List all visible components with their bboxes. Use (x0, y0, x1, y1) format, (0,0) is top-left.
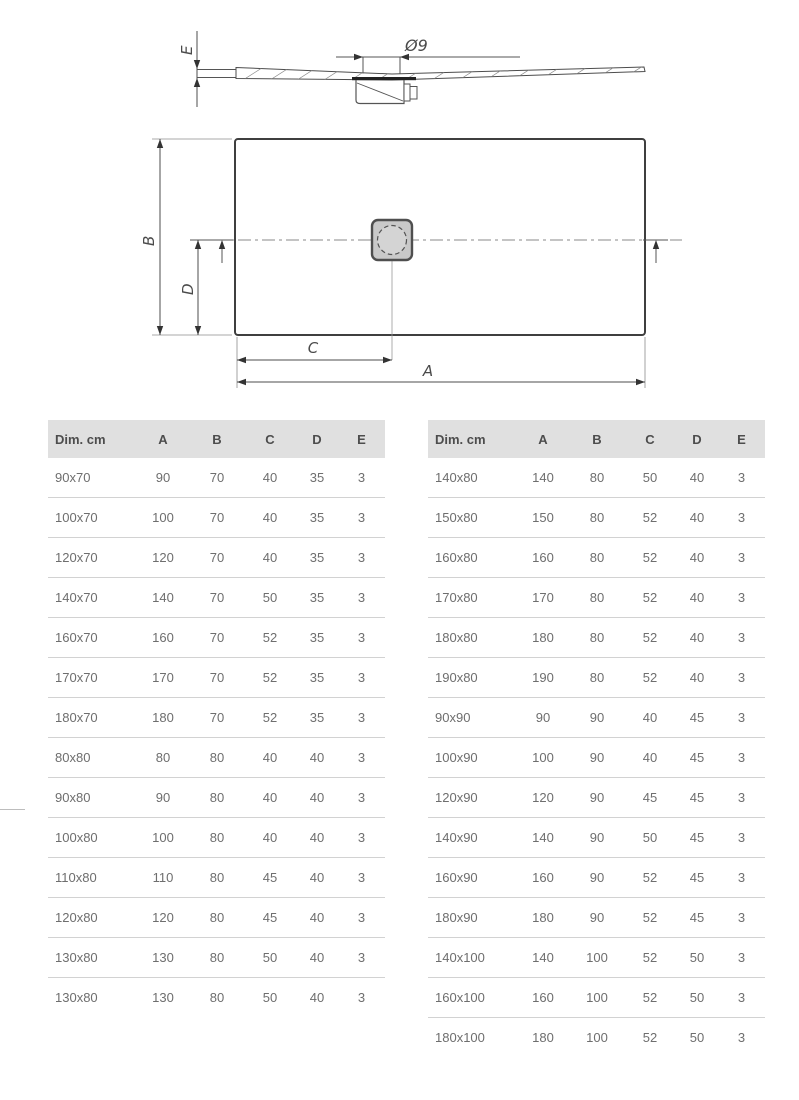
col-header-a: A (136, 420, 190, 458)
arrow-up-icon (195, 240, 201, 249)
dim-cell: 120x70 (48, 538, 136, 578)
col-header-d: D (296, 420, 338, 458)
value-cell: 50 (244, 978, 296, 1018)
value-cell: 50 (642, 470, 658, 485)
table-row (48, 778, 385, 818)
value-cell: 40 (689, 470, 705, 485)
value-cell: 3 (718, 778, 765, 818)
value-cell: 40 (676, 658, 718, 698)
dim-label-d: D (179, 283, 197, 295)
value-cell: 3 (338, 498, 385, 538)
col-header-dim: Dim. cm (48, 420, 136, 458)
col-header-c: C (624, 420, 676, 458)
table-row (48, 818, 385, 858)
arrow-right-icon (354, 54, 363, 60)
value-cell: 45 (244, 898, 296, 938)
table-row (48, 458, 385, 498)
value-cell: 3 (338, 778, 385, 818)
value-cell: 52 (624, 1018, 676, 1058)
value-cell: 40 (296, 938, 338, 978)
value-cell: 40 (624, 698, 676, 738)
dim-cell: 100x80 (48, 818, 136, 858)
tray-profile (236, 67, 645, 80)
dim-cell: 170x70 (48, 658, 136, 698)
dimension-tables (48, 420, 765, 1057)
value-cell: 3 (718, 578, 765, 618)
value-cell: 50 (244, 578, 296, 618)
value-cell: 40 (676, 578, 718, 618)
value-cell: 3 (338, 738, 385, 778)
value-cell: 3 (718, 498, 765, 538)
table-row (428, 738, 765, 778)
value-cell: 90 (570, 858, 624, 898)
dim-cell: 180x100 (428, 1018, 516, 1058)
value-cell: 35 (309, 470, 325, 485)
value-cell: 80 (190, 898, 244, 938)
dim-cell: 90x70 (55, 470, 91, 485)
value-cell: 120 (136, 898, 190, 938)
value-cell: 3 (338, 938, 385, 978)
value-cell: 52 (624, 658, 676, 698)
value-cell: 80 (570, 658, 624, 698)
dim-cell: 160x90 (428, 858, 516, 898)
arrow-right-icon (383, 357, 392, 363)
value-cell: 80 (589, 470, 605, 485)
dim-cell: 90x90 (428, 698, 516, 738)
arrow-up-icon (194, 78, 200, 87)
value-cell: 45 (244, 858, 296, 898)
value-cell: 180 (516, 618, 570, 658)
value-cell: 52 (624, 498, 676, 538)
value-cell: 52 (624, 938, 676, 978)
table-row (48, 578, 385, 618)
drain-trap-diagonal (357, 83, 403, 101)
value-cell: 50 (244, 938, 296, 978)
value-cell: 160 (516, 538, 570, 578)
value-cell: 90 (516, 698, 570, 738)
value-cell: 100 (570, 1018, 624, 1058)
value-cell: 52 (624, 538, 676, 578)
value-cell: 45 (676, 698, 718, 738)
value-cell: 80 (190, 858, 244, 898)
value-cell: 45 (676, 778, 718, 818)
col-header-b: B (190, 420, 244, 458)
table-row (428, 618, 765, 658)
dimensions-table-left (48, 420, 385, 1017)
col-header-a: A (516, 420, 570, 458)
arrow-up-icon (653, 240, 659, 249)
value-cell: 52 (624, 618, 676, 658)
value-cell: 45 (676, 858, 718, 898)
side-view (178, 31, 645, 107)
value-cell: 52 (624, 578, 676, 618)
arrow-down-icon (157, 326, 163, 335)
value-cell: 35 (296, 538, 338, 578)
value-cell: 3 (338, 578, 385, 618)
value-cell: 160 (516, 978, 570, 1018)
value-cell: 160 (516, 858, 570, 898)
dim-cell: 160x80 (428, 538, 516, 578)
value-cell: 40 (676, 498, 718, 538)
arrow-left-icon (237, 357, 246, 363)
dim-cell: 100x70 (48, 498, 136, 538)
table-header-row (48, 420, 385, 458)
value-cell: 3 (338, 698, 385, 738)
value-cell: 50 (624, 818, 676, 858)
dim-cell: 120x90 (428, 778, 516, 818)
arrow-left-icon (237, 379, 246, 385)
dim-cell: 120x80 (48, 898, 136, 938)
value-cell: 170 (516, 578, 570, 618)
dimensions-table-right (428, 420, 765, 1057)
table-row (48, 738, 385, 778)
value-cell: 100 (570, 938, 624, 978)
value-cell: 3 (718, 698, 765, 738)
value-cell: 35 (296, 658, 338, 698)
dim-cell: 180x90 (428, 898, 516, 938)
value-cell: 3 (718, 1018, 765, 1058)
dim-label-b: B (140, 235, 158, 246)
value-cell: 80 (570, 538, 624, 578)
value-cell: 52 (244, 698, 296, 738)
table-row (48, 938, 385, 978)
dim-cell: 110x80 (48, 858, 136, 898)
value-cell: 180 (136, 698, 190, 738)
value-cell: 50 (676, 938, 718, 978)
value-cell: 3 (718, 618, 765, 658)
table-header-row (428, 420, 765, 458)
value-cell: 3 (737, 470, 746, 485)
table-row (428, 1018, 765, 1058)
dim-cell: 140x80 (435, 470, 478, 485)
value-cell: 120 (516, 778, 570, 818)
value-cell: 100 (136, 818, 190, 858)
dim-cell: 190x80 (428, 658, 516, 698)
value-cell: 3 (718, 898, 765, 938)
value-cell: 40 (296, 978, 338, 1018)
table-row (428, 898, 765, 938)
dim-label-e: E (178, 45, 196, 55)
value-cell: 80 (190, 818, 244, 858)
value-cell: 90 (136, 778, 190, 818)
arrow-down-icon (194, 60, 200, 69)
drain-circle (378, 226, 407, 255)
value-cell: 70 (190, 698, 244, 738)
value-cell: 3 (357, 470, 366, 485)
value-cell: 90 (155, 470, 171, 485)
value-cell: 3 (338, 618, 385, 658)
dim-cell: 160x100 (428, 978, 516, 1018)
value-cell: 150 (516, 498, 570, 538)
value-cell: 100 (136, 498, 190, 538)
table-row (48, 618, 385, 658)
value-cell: 35 (296, 618, 338, 658)
value-cell: 50 (676, 978, 718, 1018)
value-cell: 100 (516, 738, 570, 778)
value-cell: 3 (338, 818, 385, 858)
dim-cell: 140x100 (428, 938, 516, 978)
value-cell: 3 (718, 818, 765, 858)
value-cell: 40 (296, 738, 338, 778)
arrow-right-icon (636, 379, 645, 385)
dim-cell: 80x80 (48, 738, 136, 778)
value-cell: 80 (570, 618, 624, 658)
value-cell: 80 (190, 938, 244, 978)
value-cell: 3 (338, 538, 385, 578)
col-header-d: D (676, 420, 718, 458)
value-cell: 140 (516, 818, 570, 858)
value-cell: 160 (136, 618, 190, 658)
table-row (428, 938, 765, 978)
dim-cell: 180x80 (428, 618, 516, 658)
value-cell: 180 (516, 1018, 570, 1058)
table-row (48, 858, 385, 898)
dim-cell: 170x80 (428, 578, 516, 618)
value-cell: 52 (624, 978, 676, 1018)
value-cell: 35 (296, 578, 338, 618)
value-cell: 40 (244, 738, 296, 778)
value-cell: 40 (296, 858, 338, 898)
table-row (428, 658, 765, 698)
table-row (428, 778, 765, 818)
dim-cell: 160x70 (48, 618, 136, 658)
value-cell: 45 (624, 778, 676, 818)
dim-label-diameter: Ø9 (405, 36, 428, 55)
value-cell: 80 (570, 498, 624, 538)
value-cell: 40 (296, 898, 338, 938)
value-cell: 110 (136, 858, 190, 898)
arrow-up-icon (157, 139, 163, 148)
tray-outline (235, 139, 645, 335)
value-cell: 3 (718, 738, 765, 778)
col-header-e: E (718, 420, 765, 458)
value-cell: 45 (676, 898, 718, 938)
arrow-down-icon (195, 326, 201, 335)
value-cell: 80 (190, 778, 244, 818)
value-cell: 90 (570, 778, 624, 818)
value-cell: 180 (516, 898, 570, 938)
dim-cell: 130x80 (48, 938, 136, 978)
table-row (48, 498, 385, 538)
value-cell: 90 (570, 898, 624, 938)
table-row (48, 898, 385, 938)
table-row (428, 818, 765, 858)
value-cell: 90 (570, 698, 624, 738)
value-cell: 40 (244, 498, 296, 538)
value-cell: 3 (718, 538, 765, 578)
plan-view (140, 139, 682, 388)
value-cell: 190 (516, 658, 570, 698)
value-cell: 40 (676, 538, 718, 578)
value-cell: 3 (338, 898, 385, 938)
table-row (48, 658, 385, 698)
table-row (48, 538, 385, 578)
value-cell: 140 (532, 470, 554, 485)
value-cell: 40 (244, 778, 296, 818)
value-cell: 52 (624, 858, 676, 898)
table-row (428, 978, 765, 1018)
value-cell: 35 (296, 498, 338, 538)
value-cell: 80 (190, 738, 244, 778)
value-cell: 70 (190, 538, 244, 578)
value-cell: 40 (676, 618, 718, 658)
dim-cell: 150x80 (428, 498, 516, 538)
table-row (428, 578, 765, 618)
value-cell: 170 (136, 658, 190, 698)
dim-cell: 90x80 (48, 778, 136, 818)
arrow-up-icon (219, 240, 225, 249)
table-row (428, 858, 765, 898)
value-cell: 80 (190, 978, 244, 1018)
value-cell: 90 (570, 818, 624, 858)
dim-cell: 180x70 (48, 698, 136, 738)
value-cell: 70 (190, 658, 244, 698)
dim-cell: 140x90 (428, 818, 516, 858)
value-cell: 3 (338, 858, 385, 898)
value-cell: 90 (570, 738, 624, 778)
value-cell: 100 (570, 978, 624, 1018)
divider-fragment (0, 809, 25, 810)
value-cell: 70 (209, 470, 225, 485)
dim-label-a: A (422, 362, 434, 380)
value-cell: 52 (244, 618, 296, 658)
value-cell: 120 (136, 538, 190, 578)
value-cell: 3 (718, 658, 765, 698)
col-header-e: E (338, 420, 385, 458)
value-cell: 40 (244, 538, 296, 578)
value-cell: 40 (624, 738, 676, 778)
value-cell: 40 (296, 818, 338, 858)
value-cell: 50 (676, 1018, 718, 1058)
value-cell: 35 (296, 698, 338, 738)
value-cell: 40 (262, 470, 278, 485)
table-row (428, 458, 765, 498)
dim-cell: 100x90 (428, 738, 516, 778)
value-cell: 45 (676, 738, 718, 778)
value-cell: 52 (244, 658, 296, 698)
value-cell: 3 (338, 658, 385, 698)
value-cell: 80 (136, 738, 190, 778)
table-row (48, 698, 385, 738)
value-cell: 80 (570, 578, 624, 618)
table-row (428, 698, 765, 738)
value-cell: 140 (136, 578, 190, 618)
value-cell: 140 (516, 938, 570, 978)
value-cell: 3 (718, 978, 765, 1018)
drain-flange (352, 77, 416, 80)
value-cell: 52 (624, 898, 676, 938)
dim-label-c: C (307, 339, 319, 357)
dim-cell: 130x80 (48, 978, 136, 1018)
value-cell: 40 (296, 778, 338, 818)
drain-outlet (404, 84, 410, 101)
table-row (428, 498, 765, 538)
drain-outlet (410, 87, 417, 100)
technical-drawing (0, 0, 799, 410)
col-header-c: C (244, 420, 296, 458)
table-row (428, 538, 765, 578)
value-cell: 70 (190, 578, 244, 618)
value-cell: 40 (244, 818, 296, 858)
col-header-dim: Dim. cm (428, 420, 516, 458)
value-cell: 70 (190, 618, 244, 658)
value-cell: 45 (676, 818, 718, 858)
value-cell: 130 (136, 978, 190, 1018)
value-cell: 3 (338, 978, 385, 1018)
value-cell: 70 (190, 498, 244, 538)
dim-cell: 140x70 (48, 578, 136, 618)
value-cell: 130 (136, 938, 190, 978)
col-header-b: B (570, 420, 624, 458)
value-cell: 3 (718, 858, 765, 898)
value-cell: 3 (718, 938, 765, 978)
table-row (48, 978, 385, 1018)
